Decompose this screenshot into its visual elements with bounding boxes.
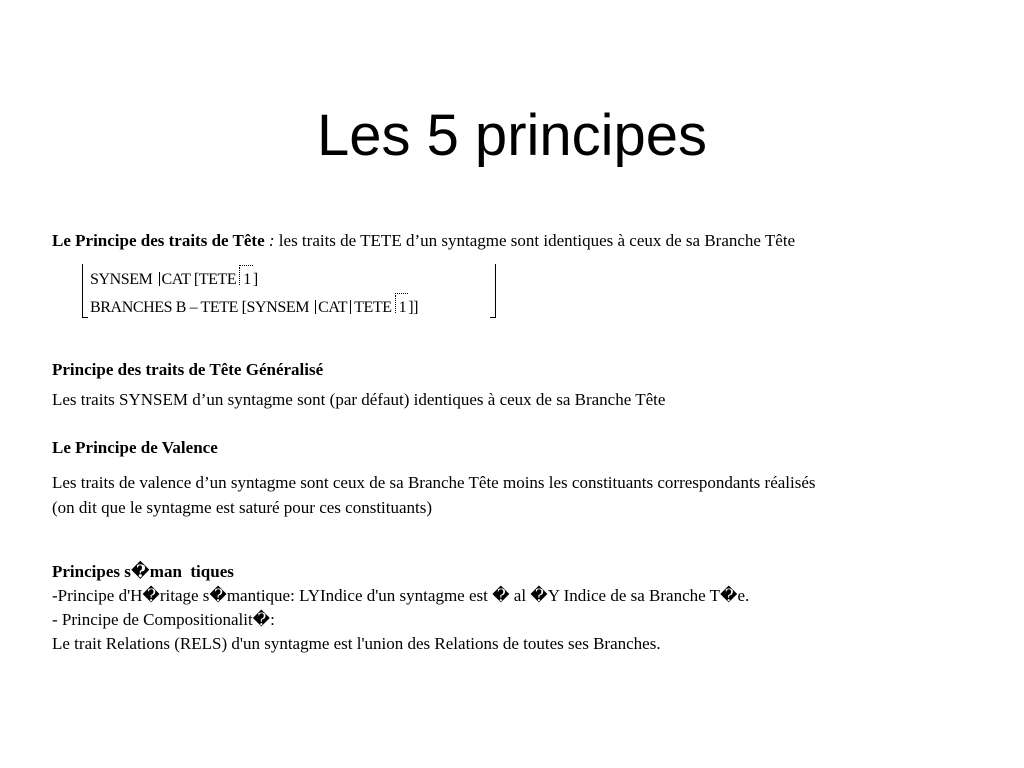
matrix-close-bracket: ] (252, 271, 258, 288)
matrix-left-bracket (82, 264, 88, 318)
matrix-path-tete: TETE (354, 299, 392, 316)
matrix-path-cat-tete: CAT [TETE (161, 271, 237, 288)
matrix-feature-synsem: SYNSEM (90, 271, 153, 288)
principe-tete-text: les traits de TETE d’un syntagme sont identiques à ceux de sa Branche Tête (278, 231, 796, 250)
principe-valence-heading: Le Principe de Valence (52, 438, 218, 457)
principes-semantiques-heading: Principes s�man tiques (52, 562, 234, 581)
principe-tete-line (52, 230, 795, 252)
matrix-row-synsem (90, 270, 258, 290)
principes-semantiques-line-2: - Principe de Compositionalit�: (52, 610, 275, 629)
slide-title: Les 5 principes (316, 103, 708, 168)
matrix-close-brackets: ]] (408, 299, 419, 316)
principe-tete-name: Le Principe des traits de Tête (52, 231, 265, 250)
path-separator (315, 300, 316, 314)
principe-valence-line-1: Les traits de valence d’un syntagme sont ceux de sa Branche Tête moins les constituants correspondants réalisés (52, 473, 816, 492)
path-separator (350, 300, 351, 314)
path-separator (159, 272, 160, 286)
principe-generalise-text: Les traits SYNSEM d’un syntagme sont (par défaut) identiques à ceux de sa Branche Tête (52, 390, 666, 409)
matrix-right-bracket (490, 264, 496, 318)
feature-structure-matrix (80, 262, 498, 320)
principe-generalise-heading: Principe des traits de Tête Généralisé (52, 360, 324, 379)
principes-semantiques-line-1: -Principe d'H�ritage s�mantique: LYIndice d'un syntagme est � al �Y Indice de sa Branche T�e. (52, 586, 750, 605)
matrix-path-cat: CAT (318, 299, 348, 316)
matrix-coindex-tag: 1 (395, 298, 409, 318)
principe-tete-colon: : (268, 231, 275, 250)
matrix-branches-prefix: BRANCHES B – TETE [SYNSEM (90, 299, 310, 316)
principe-valence-line-2: (on dit que le syntagme est saturé pour ces constituants) (52, 498, 433, 517)
matrix-coindex-tag: 1 (239, 270, 253, 290)
principes-semantiques-line-3: Le trait Relations (RELS) d'un syntagme est l'union des Relations de toutes ses Branches. (52, 634, 661, 653)
matrix-row-branches (90, 298, 418, 318)
